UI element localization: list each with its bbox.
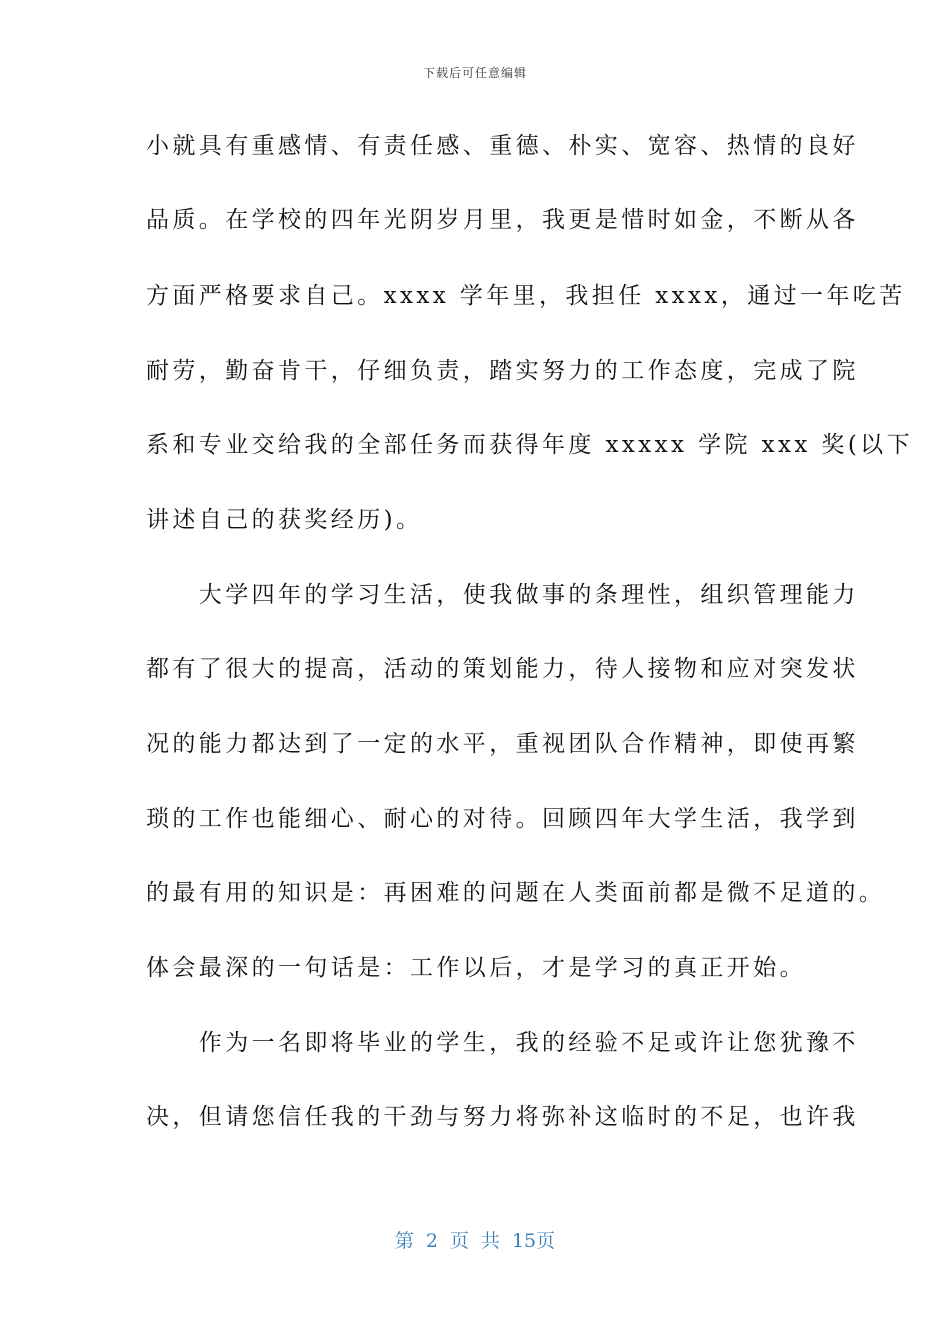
footer-di: 第: [394, 1230, 414, 1252]
text-line: 系和专业交给我的全部任务而获得年度 xxxxx 学院 xxx 奖(以下: [146, 432, 913, 458]
text-line: 讲述自己的获奖经历)。: [146, 507, 423, 533]
text-line: 体会最深的一句话是：工作以后，才是学习的真正开始。: [146, 955, 806, 981]
page-header: 下载后可任意编辑: [422, 66, 527, 80]
text-line: 作为一名即将毕业的学生，我的经验不足或许让您犹豫不: [146, 1030, 859, 1056]
footer-page-number: 2: [425, 1230, 438, 1252]
text-line: 大学四年的学习生活，使我做事的条理性，组织管理能力: [146, 582, 859, 608]
text-line: 都有了很大的提高，活动的策划能力，待人接物和应对突发状: [146, 656, 859, 682]
text-line: 琐的工作也能细心、耐心的对待。回顾四年大学生活，我学到: [146, 806, 859, 832]
text-line: 小就具有重感情、有责任感、重德、朴实、宽容、热情的良好: [146, 133, 859, 159]
text-line: 品质。在学校的四年光阴岁月里，我更是惜时如金，不断从各: [146, 207, 859, 233]
footer-ye: 页: [449, 1230, 469, 1252]
text-line: 的最有用的知识是：再困难的问题在人类面前都是微不足道的。: [146, 880, 886, 906]
text-line: 耐劳，勤奋肯干，仔细负责，踏实努力的工作态度，完成了院: [146, 358, 859, 384]
footer-total-pages: 15页: [511, 1230, 556, 1252]
text-line: 况的能力都达到了一定的水平，重视团队合作精神，即使再繁: [146, 731, 859, 757]
text-line: 方面严格要求自己。xxxx 学年里，我担任 xxxx，通过一年吃苦: [146, 283, 906, 309]
text-line: 决，但请您信任我的干劲与努力将弥补这临时的不足，也许我: [146, 1104, 859, 1130]
footer-gong: 共: [480, 1230, 500, 1252]
page-footer: [0, 1226, 950, 1253]
